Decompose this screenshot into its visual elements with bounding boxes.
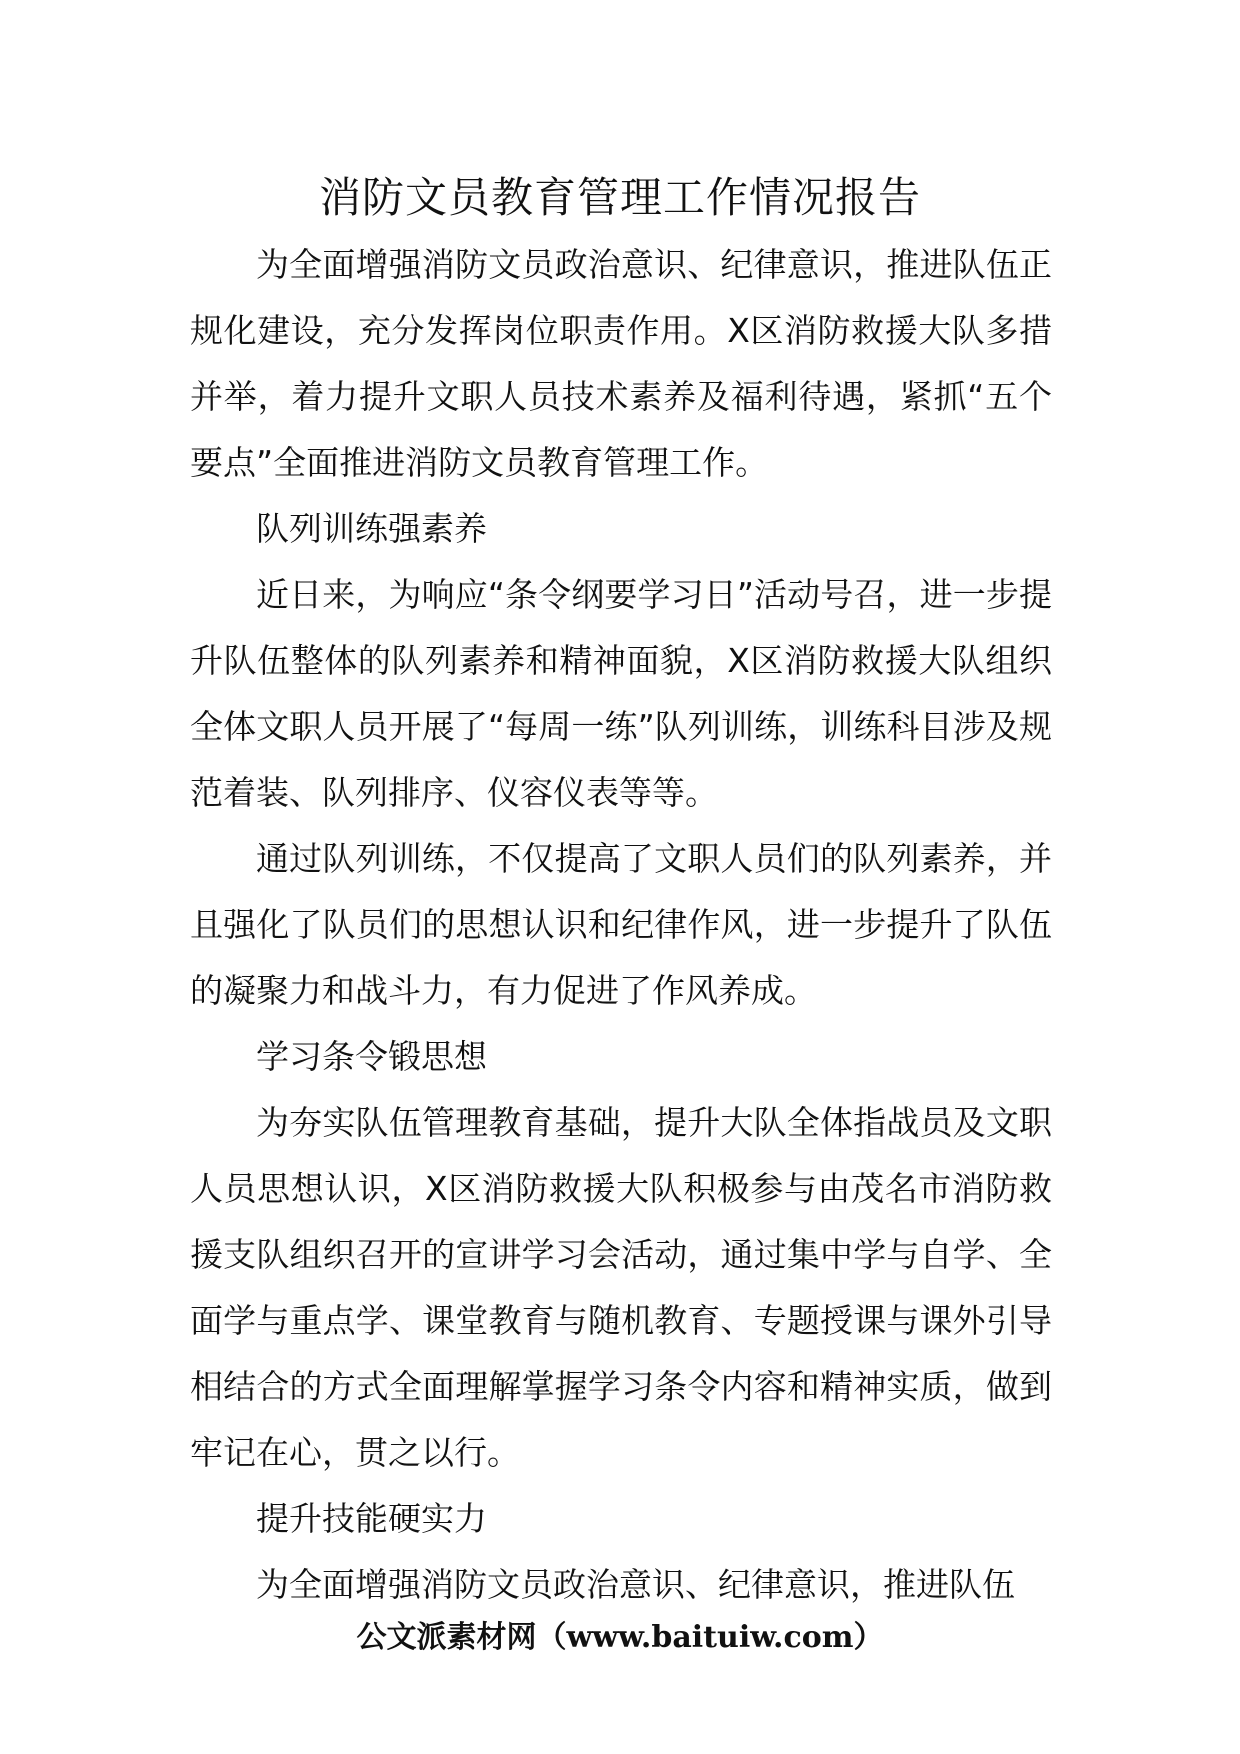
section-heading-study: 学习条令锻思想 (256, 1037, 487, 1076)
section-heading-drill: 队列训练强素养 (256, 509, 487, 548)
paragraph-drill-activity: 近日来，为响应“条令纲要学习日”活动号召，进一步提升队伍整体的队列素养和精神面貌，X区消防救援大队组织全体文职人员开展了“每周一练”队列训练，训练科目涉及规范着装、队列排序、仪容仪表等等。 (190, 575, 1052, 812)
document-body (190, 232, 1052, 1618)
paragraph-intro: 为全面增强消防文员政治意识、纪律意识，推进队伍正规化建设，充分发挥岗位职责作用。X区消防救援大队多措并举，着力提升文职人员技术素养及福利待遇，紧抓“五个要点”全面推进消防文员教育管理工作。 (190, 245, 1052, 482)
footer-watermark: 公文派素材网（www.baituiw.com） (356, 1620, 884, 1655)
section-heading-skills: 提升技能硬实力 (256, 1499, 487, 1538)
paragraph-drill-result: 通过队列训练，不仅提高了文职人员们的队列素养，并且强化了队员们的思想认识和纪律作风，进一步提升了队伍的凝聚力和战斗力，有力促进了作风养成。 (190, 839, 1052, 1010)
document-title: 消防文员教育管理工作情况报告 (318, 173, 921, 222)
paragraph-skills: 为全面增强消防文员政治意识、纪律意识，推进队伍 (256, 1565, 1015, 1604)
paragraph-study: 为夯实队伍管理教育基础，提升大队全体指战员及文职人员思想认识，X区消防救援大队积极参与由茂名市消防救援支队组织召开的宣讲学习会活动，通过集中学与自学、全面学与重点学、课堂教育与随机教育、专题授课与课外引导相结合的方式全面理解掌握学习条令内容和精神实质，做到牢记在心，贯之以行。 (190, 1103, 1052, 1472)
